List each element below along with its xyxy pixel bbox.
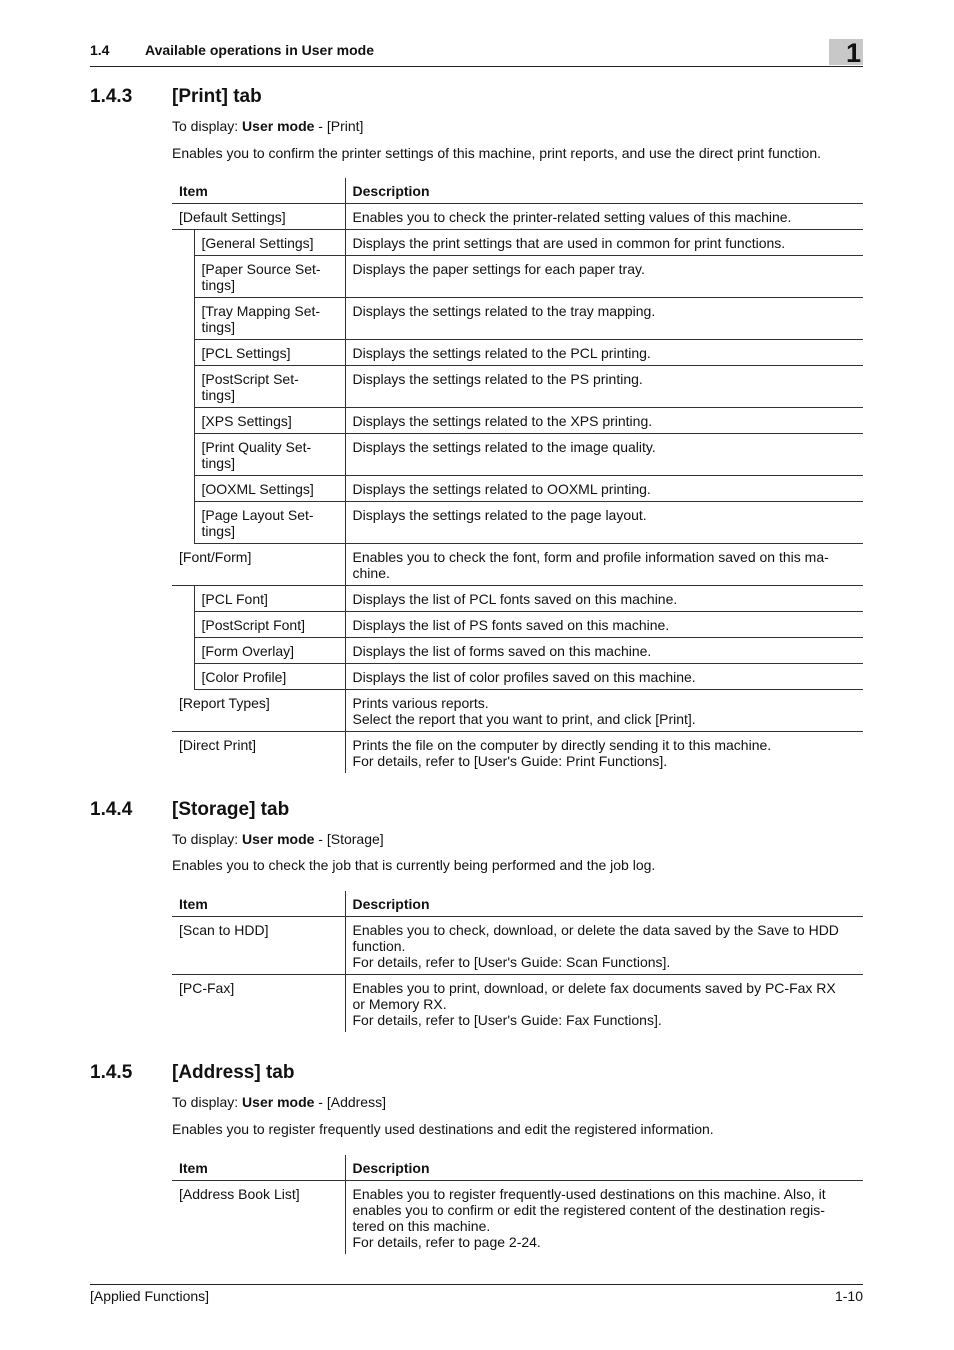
footer-document-title: [Applied Functions] bbox=[90, 1288, 210, 1304]
indent-cell bbox=[172, 256, 194, 298]
row-item: [Color Profile] bbox=[194, 664, 345, 690]
header-section-title: Available operations in User mode bbox=[145, 42, 374, 58]
row-description: Displays the list of color profiles saved on this machine. bbox=[345, 664, 863, 690]
table-row bbox=[172, 586, 863, 612]
table-row bbox=[172, 732, 863, 774]
row-description: Enables you to print, download, or delete fax documents saved by PC-Fax RX or Memory RX. For details, refer to [User's Guide: Fax Functions]. bbox=[352, 980, 836, 1028]
indent-cell bbox=[172, 612, 194, 638]
header-section-number: 1.4 bbox=[90, 42, 110, 58]
row-description: Displays the settings related to the page layout. bbox=[345, 502, 863, 544]
row-description: Displays the print settings that are used in common for print functions. bbox=[345, 230, 863, 256]
section-description: Enables you to check the job that is currently being performed and the job log. bbox=[172, 857, 656, 873]
storage-tab-table bbox=[172, 891, 863, 1032]
row-description: Enables you to check, download, or delete the data saved by the Save to HDD function. For details, refer to [User's Guide: Scan Functions]. bbox=[345, 917, 863, 975]
table-row bbox=[172, 690, 863, 732]
row-item: [Direct Print] bbox=[172, 732, 345, 774]
row-item: [Tray Mapping Set- tings] bbox=[194, 298, 345, 340]
row-item: [XPS Settings] bbox=[194, 408, 345, 434]
row-item: [Font/Form] bbox=[172, 544, 345, 586]
table-header-row bbox=[172, 891, 863, 917]
row-item: [PostScript Font] bbox=[194, 612, 345, 638]
display-mode: User mode bbox=[242, 118, 315, 134]
column-header-description: Description bbox=[345, 891, 863, 917]
section-title-address bbox=[90, 1062, 294, 1084]
row-description: Displays the list of PS fonts saved on this machine. bbox=[345, 612, 863, 638]
column-header-item: Item bbox=[172, 891, 345, 917]
indent-cell bbox=[172, 434, 194, 476]
table-row bbox=[172, 544, 863, 586]
column-header-description: Description bbox=[345, 178, 863, 204]
table-row bbox=[172, 366, 863, 408]
section-title-storage bbox=[90, 799, 289, 821]
indent-cell bbox=[172, 476, 194, 502]
row-item: [PostScript Set- tings] bbox=[194, 366, 345, 408]
row-item: [Scan to HDD] bbox=[172, 917, 345, 975]
chapter-number-badge: 1 bbox=[829, 39, 863, 65]
display-path bbox=[172, 1094, 386, 1110]
row-item: [Address Book List] bbox=[172, 1181, 345, 1255]
table-row bbox=[172, 476, 863, 502]
column-header-item: Item bbox=[172, 1155, 345, 1181]
indent-cell bbox=[172, 340, 194, 366]
row-description: Displays the settings related to OOXML printing. bbox=[345, 476, 863, 502]
row-description: Displays the settings related to the PCL printing. bbox=[345, 340, 863, 366]
section-description: Enables you to register frequently used destinations and edit the registered information. bbox=[172, 1121, 714, 1137]
table-row bbox=[172, 340, 863, 366]
column-header-description: Description bbox=[345, 1155, 863, 1181]
section-title-print bbox=[90, 86, 262, 108]
table-row bbox=[172, 1181, 863, 1255]
table-row bbox=[172, 434, 863, 476]
footer-page-number: 1-10 bbox=[834, 1288, 863, 1304]
row-description: Displays the list of PCL fonts saved on this machine. bbox=[345, 586, 863, 612]
row-description: Displays the list of forms saved on this machine. bbox=[345, 638, 863, 664]
indent-cell bbox=[172, 502, 194, 544]
table-row bbox=[172, 204, 863, 230]
row-description: Displays the paper settings for each paper tray. bbox=[345, 256, 863, 298]
row-item: [Page Layout Set- tings] bbox=[194, 502, 345, 544]
row-item: [OOXML Settings] bbox=[194, 476, 345, 502]
address-tab-table bbox=[172, 1155, 863, 1254]
row-item: [General Settings] bbox=[194, 230, 345, 256]
display-prefix: To display: bbox=[172, 831, 243, 847]
section-heading: [Address] tab bbox=[172, 1062, 295, 1083]
table-row bbox=[172, 638, 863, 664]
page-header bbox=[90, 38, 863, 68]
display-path bbox=[172, 118, 363, 134]
row-description: Prints various reports. Select the report that you want to print, and click [Print]. bbox=[345, 690, 863, 732]
page-footer bbox=[90, 1284, 863, 1304]
table-row bbox=[172, 917, 863, 975]
section-description: Enables you to confirm the printer settings of this machine, print reports, and use the direct print function. bbox=[172, 145, 822, 161]
table-header-row bbox=[172, 178, 863, 204]
indent-cell bbox=[172, 366, 194, 408]
row-item: [Default Settings] bbox=[172, 204, 345, 230]
indent-cell bbox=[172, 298, 194, 340]
display-path bbox=[172, 831, 384, 847]
row-description: Enables you to check the printer-related setting values of this machine. bbox=[345, 204, 863, 230]
table-row bbox=[172, 502, 863, 544]
display-suffix: - [Print] bbox=[314, 118, 364, 134]
row-item: [Report Types] bbox=[172, 690, 345, 732]
table-row bbox=[172, 975, 863, 1033]
row-item: [PC-Fax] bbox=[172, 975, 345, 1033]
indent-cell bbox=[172, 230, 194, 256]
indent-cell bbox=[172, 664, 194, 690]
print-tab-table bbox=[172, 178, 863, 773]
table-row bbox=[172, 298, 863, 340]
row-description: Prints the file on the computer by directly sending it to this machine. For details, refer to [User's Guide: Print Functions]. bbox=[352, 737, 772, 769]
display-suffix: - [Storage] bbox=[314, 831, 384, 847]
table-row bbox=[172, 230, 863, 256]
section-number: 1.4.4 bbox=[90, 799, 133, 820]
display-prefix: To display: bbox=[172, 1094, 243, 1110]
row-item: [Form Overlay] bbox=[194, 638, 345, 664]
row-description: Enables you to register frequently-used destinations on this machine. Also, it enables you to confirm or edit the registered content of the destination regis- tered on this machine. For details, refer to page 2-24. bbox=[352, 1186, 826, 1250]
display-suffix: - [Address] bbox=[314, 1094, 386, 1110]
indent-cell bbox=[172, 586, 194, 612]
row-description: Enables you to check the font, form and profile information saved on this ma- chine. bbox=[345, 544, 863, 586]
section-number: 1.4.3 bbox=[90, 86, 133, 107]
indent-cell bbox=[172, 638, 194, 664]
row-description: Displays the settings related to the XPS printing. bbox=[345, 408, 863, 434]
row-item: [Print Quality Set- tings] bbox=[194, 434, 345, 476]
section-heading: [Print] tab bbox=[172, 86, 262, 107]
section-number: 1.4.5 bbox=[90, 1062, 133, 1083]
display-prefix: To display: bbox=[172, 118, 243, 134]
row-description: Displays the settings related to the image quality. bbox=[345, 434, 863, 476]
indent-cell bbox=[172, 408, 194, 434]
column-header-item: Item bbox=[172, 178, 345, 204]
row-description: Displays the settings related to the tray mapping. bbox=[345, 298, 863, 340]
row-description: Displays the settings related to the PS printing. bbox=[345, 366, 863, 408]
row-item: [Paper Source Set- tings] bbox=[194, 256, 345, 298]
display-mode: User mode bbox=[242, 1094, 315, 1110]
table-row bbox=[172, 256, 863, 298]
table-header-row bbox=[172, 1155, 863, 1181]
section-heading: [Storage] tab bbox=[172, 799, 290, 820]
display-mode: User mode bbox=[242, 831, 315, 847]
table-row bbox=[172, 408, 863, 434]
table-row bbox=[172, 612, 863, 638]
table-row bbox=[172, 664, 863, 690]
row-item: [PCL Settings] bbox=[194, 340, 345, 366]
row-item: [PCL Font] bbox=[194, 586, 345, 612]
